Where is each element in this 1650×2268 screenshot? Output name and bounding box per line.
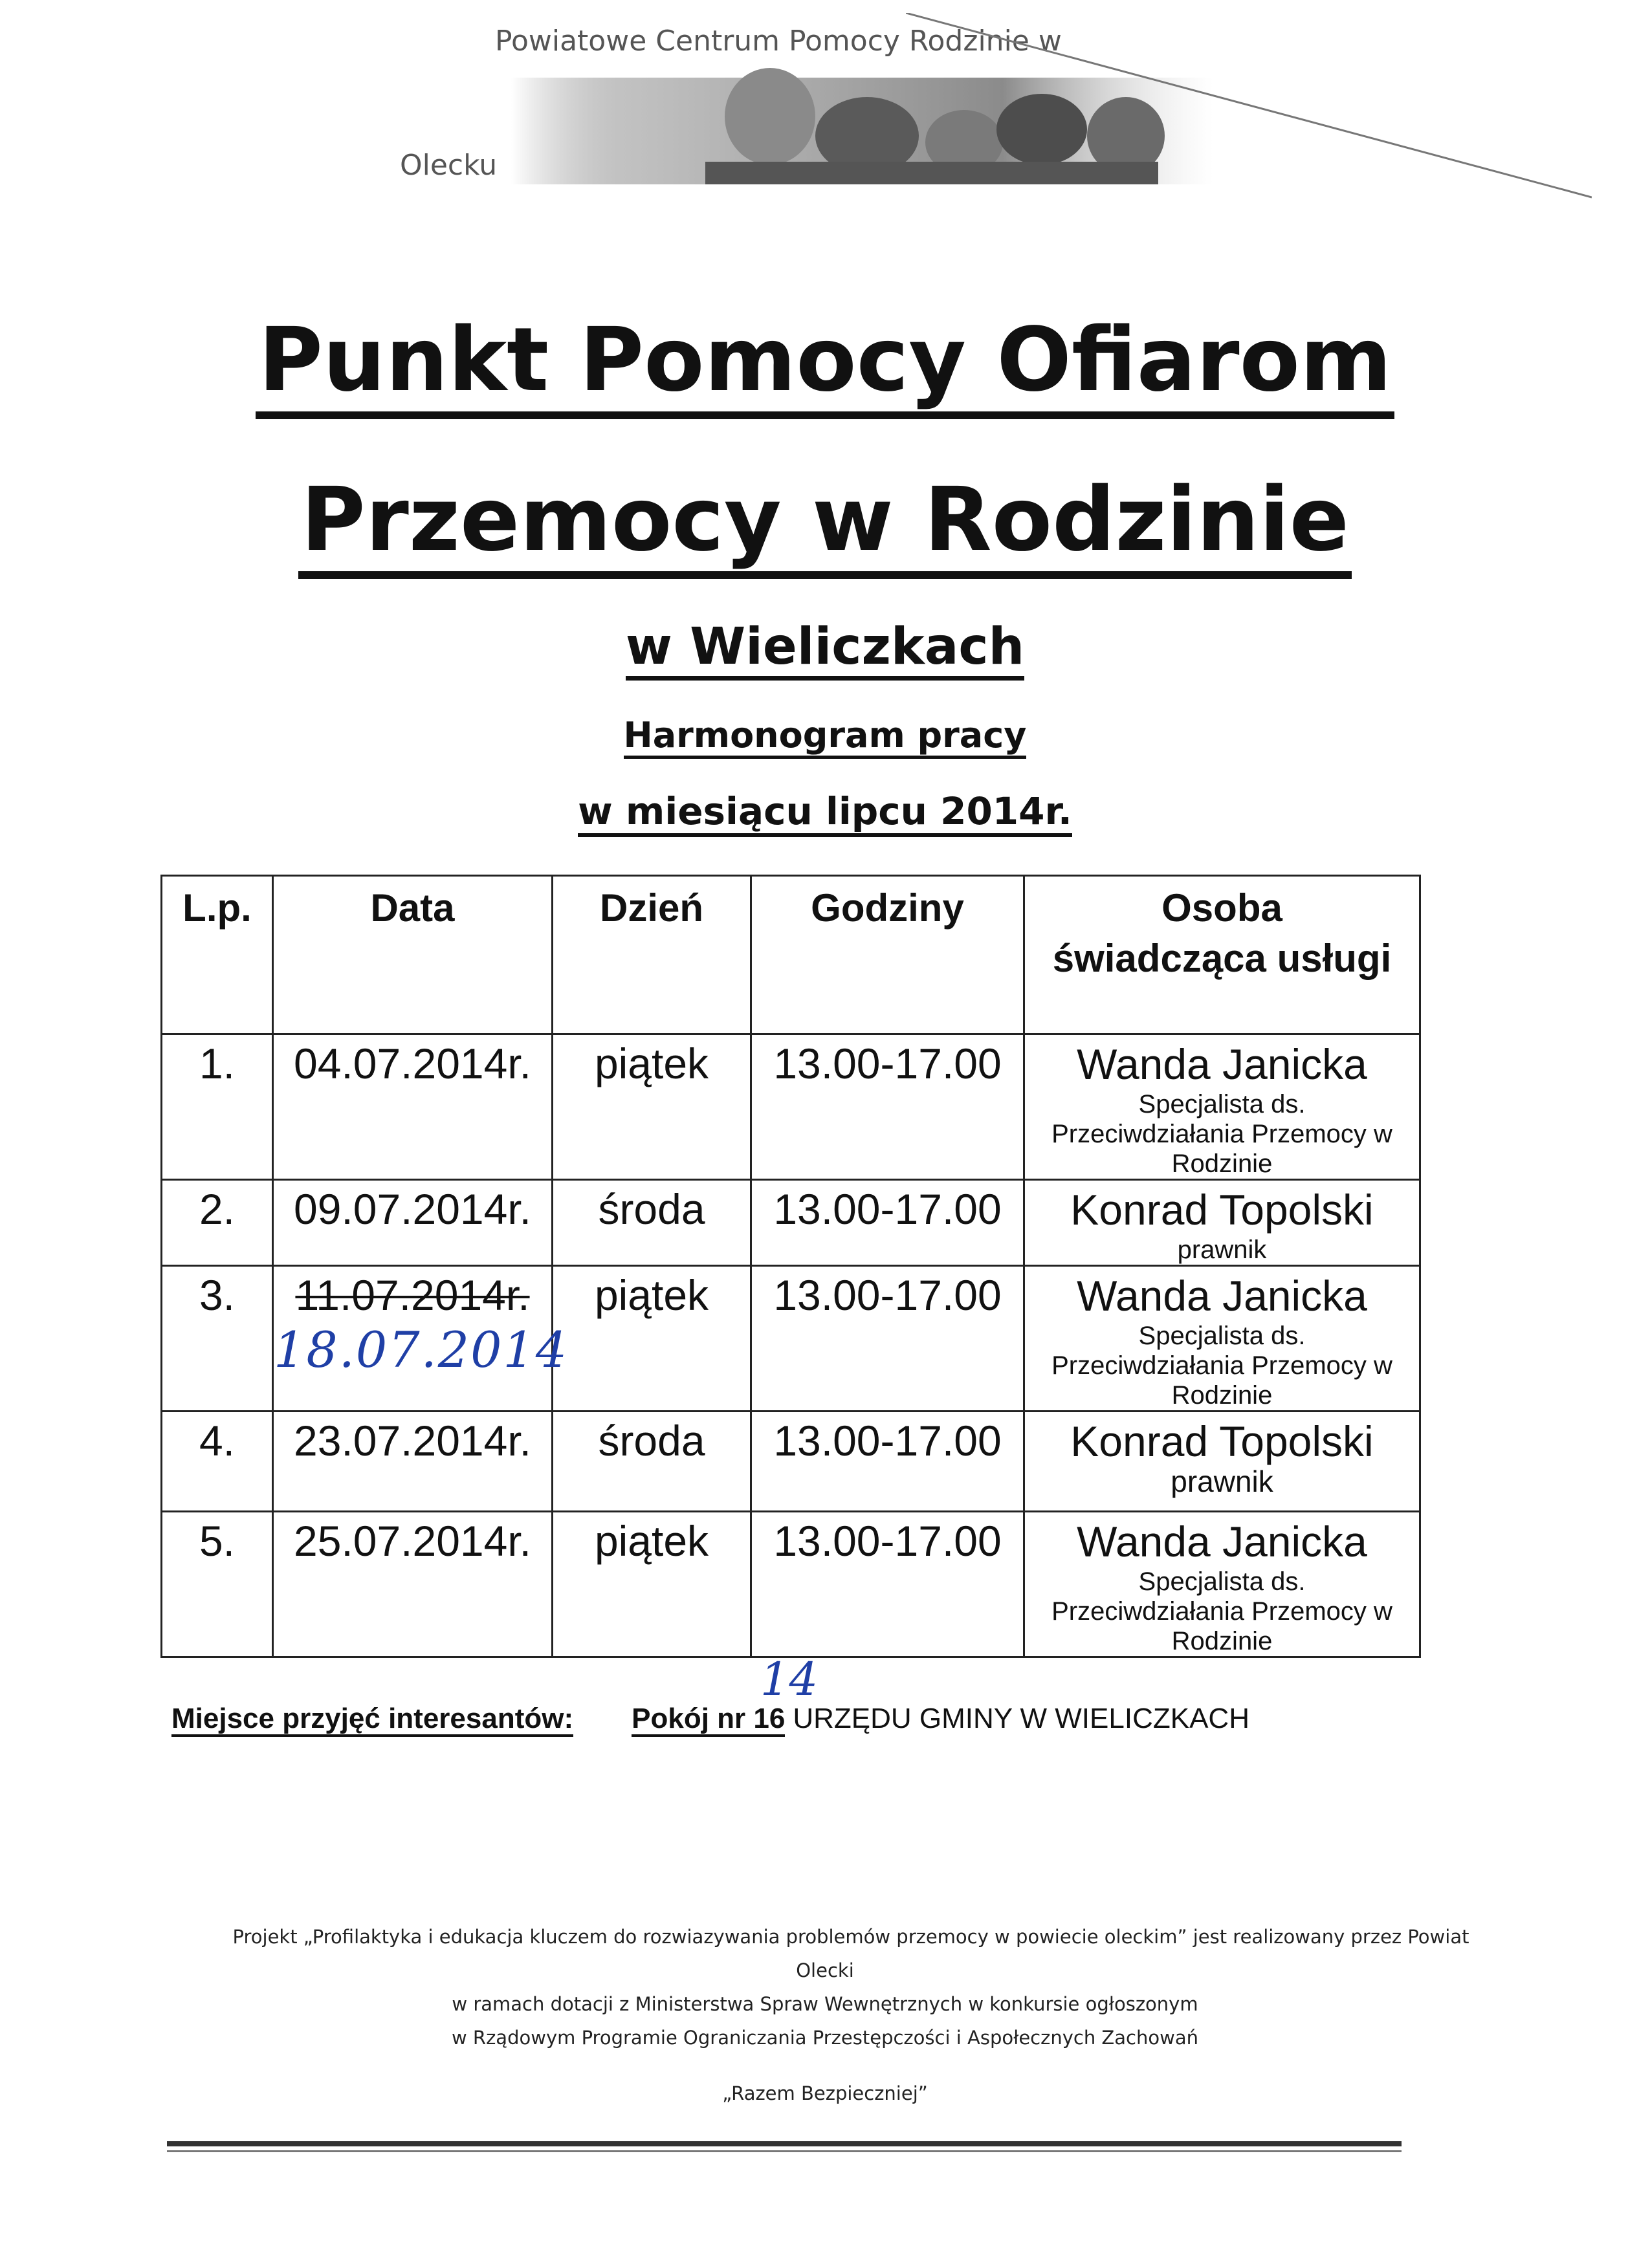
location-label: Miejsce przyjęć interesantów: (171, 1703, 573, 1737)
cell-date: 04.07.2014r. (273, 1034, 553, 1180)
footer-line1: Projekt „Profilaktyka i edukacja kluczem do rozwiazywania problemów przemocy w powiecie oleckim” jest realizowany przez Powiat (232, 1926, 1469, 1948)
schedule-table (160, 875, 1421, 1658)
person-role: Specjalista ds. Przeciwdziałania Przemocy w Rodzinie (1051, 1090, 1392, 1178)
cell-day: środa (553, 1180, 751, 1266)
cell-lp: 2. (162, 1180, 273, 1266)
cell-day: piątek (553, 1512, 751, 1657)
footer-line2: Olecki (796, 1959, 854, 1981)
cell-person (1024, 1034, 1420, 1180)
cell-date (273, 1266, 569, 1412)
header-lp: L.p. (162, 876, 273, 1034)
cell-hours: 13.00-17.00 (751, 1412, 1024, 1512)
cell-hours: 13.00-17.00 (751, 1512, 1024, 1657)
title-line2: Przemocy w Rodzinie (0, 469, 1650, 571)
table-row (162, 1034, 1420, 1180)
location-office: URZĘDU GMINY W WIELICZKACH (793, 1703, 1249, 1734)
person-role: prawnik (1177, 1236, 1267, 1264)
cell-hours: 13.00-17.00 (751, 1266, 1024, 1412)
cell-person (1024, 1412, 1420, 1512)
cell-lp: 5. (162, 1512, 273, 1657)
cell-lp: 3. (162, 1266, 273, 1412)
table-row (162, 1180, 1420, 1266)
person-name: Wanda Janicka (1077, 1272, 1367, 1320)
cell-person (1024, 1266, 1420, 1412)
footer-rule (167, 2141, 1402, 2146)
table-row (162, 1266, 1420, 1412)
person-name: Wanda Janicka (1077, 1518, 1367, 1565)
date-struck: 11.07.2014r. (295, 1271, 530, 1319)
person-role: Specjalista ds. Przeciwdziałania Przemocy w Rodzinie (1051, 1567, 1392, 1655)
title-location: w Wieliczkach (0, 618, 1650, 676)
schedule-label: Harmonogram pracy (0, 715, 1650, 756)
table-row (162, 1412, 1420, 1512)
cell-lp: 1. (162, 1034, 273, 1180)
cell-day: piątek (553, 1266, 751, 1412)
cell-person (1024, 1180, 1420, 1266)
header-org-line2: Olecku (400, 149, 498, 182)
header-person: Osoba świadcząca usługi (1024, 876, 1420, 1034)
person-name: Konrad Topolski (1070, 1417, 1374, 1465)
person-role: Specjalista ds. Przeciwdziałania Przemocy w Rodzinie (1051, 1322, 1392, 1410)
footer-rule-thin (167, 2150, 1402, 2152)
header-decorative-line (906, 13, 1592, 207)
cell-hours: 13.00-17.00 (751, 1034, 1024, 1180)
person-role: prawnik (1171, 1465, 1273, 1498)
location-room: Pokój nr 16 (632, 1703, 785, 1737)
cell-date: 23.07.2014r. (273, 1412, 553, 1512)
cell-lp: 4. (162, 1412, 273, 1512)
date-handwritten-correction: 18.07.2014 (274, 1321, 569, 1379)
cell-date: 25.07.2014r. (273, 1512, 553, 1657)
person-name: Wanda Janicka (1077, 1040, 1367, 1088)
footer-line5: „Razem Bezpieczniej” (722, 2082, 928, 2104)
title-line1: Punkt Pomocy Ofiarom (0, 309, 1650, 411)
footer-line3: w ramach dotacji z Ministerstwa Spraw Wewnętrznych w konkursie ogłoszonym (452, 1993, 1198, 2015)
cell-hours: 13.00-17.00 (751, 1180, 1024, 1266)
person-name: Konrad Topolski (1070, 1186, 1374, 1234)
schedule-period: w miesiącu lipcu 2014r. (0, 789, 1650, 833)
table-header-row (162, 876, 1420, 1034)
header-org-line1: Powiatowe Centrum Pomocy Rodzinie w (495, 25, 1062, 58)
cell-date: 09.07.2014r. (273, 1180, 553, 1266)
cell-day: środa (553, 1412, 751, 1512)
cell-day: piątek (553, 1034, 751, 1180)
location-line (171, 1703, 1249, 1735)
footer-line4: w Rządowym Programie Ograniczania Przestępczości i Aspołecznych Zachowań (452, 2027, 1198, 2049)
table-row (162, 1512, 1420, 1657)
header-day: Dzień (553, 876, 751, 1034)
header-date: Data (273, 876, 553, 1034)
room-handwritten-correction: 14 (760, 1653, 819, 1706)
header-hours: Godziny (751, 876, 1024, 1034)
cell-person (1024, 1512, 1420, 1657)
